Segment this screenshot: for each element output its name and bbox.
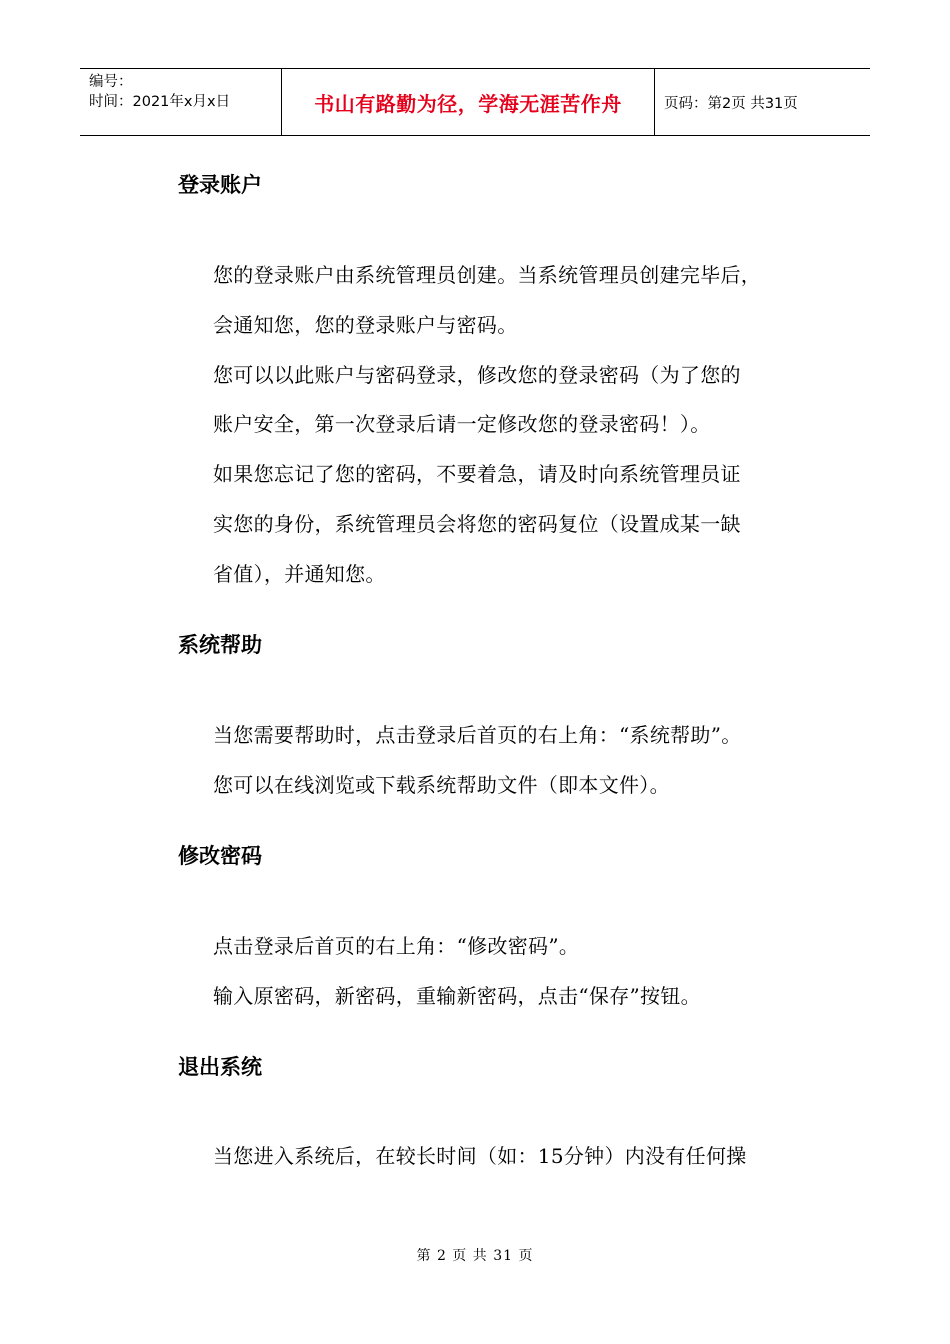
document-header [80,68,870,136]
section-heading-change-password: 修改密码 [178,844,262,868]
header-page-cell [655,69,870,135]
page-footer: 第 2 页 共 31 页 [416,1248,534,1264]
section-heading-login-account: 登录账户 [178,173,262,197]
header-meta-cell [80,69,282,135]
time-label: 时间：2021年x月x日 [89,94,231,110]
paragraph-line: 点击登录后首页的右上角：“修改密码”。 [213,934,580,958]
paragraph-line: 账户安全，第一次登录后请一定修改您的登录密码！）。 [213,412,711,436]
section-heading-system-help: 系统帮助 [178,633,262,657]
paragraph-line: 实您的身份，系统管理员会将您的密码复位（设置成某一缺 [213,512,741,536]
paragraph-line: 省值），并通知您。 [213,562,386,586]
header-motto-cell [282,69,655,135]
paragraph-line: 当您需要帮助时，点击登录后首页的右上角：“系统帮助”。 [213,723,742,747]
paragraph-line: 当您进入系统后，在较长时间（如：15分钟）内没有任何操 [213,1144,747,1168]
number-label: 编号： [89,74,133,90]
header-motto: 书山有路勤为径，学海无涯苦作舟 [314,91,622,116]
section-heading-exit-system: 退出系统 [178,1055,262,1079]
paragraph-line: 您的登录账户由系统管理员创建。当系统管理员创建完毕后， [213,263,762,287]
paragraph-line: 您可以以此账户与密码登录，修改您的登录密码（为了您的 [213,363,741,387]
paragraph-line: 会通知您，您的登录账户与密码。 [213,313,518,337]
header-page-info: 页码：第2页 共31页 [664,95,798,112]
paragraph-line: 输入原密码，新密码，重输新密码，点击“保存”按钮。 [213,984,701,1008]
paragraph-line: 您可以在线浏览或下载系统帮助文件（即本文件）。 [213,773,670,797]
paragraph-line: 如果您忘记了您的密码，不要着急，请及时向系统管理员证 [213,462,741,486]
